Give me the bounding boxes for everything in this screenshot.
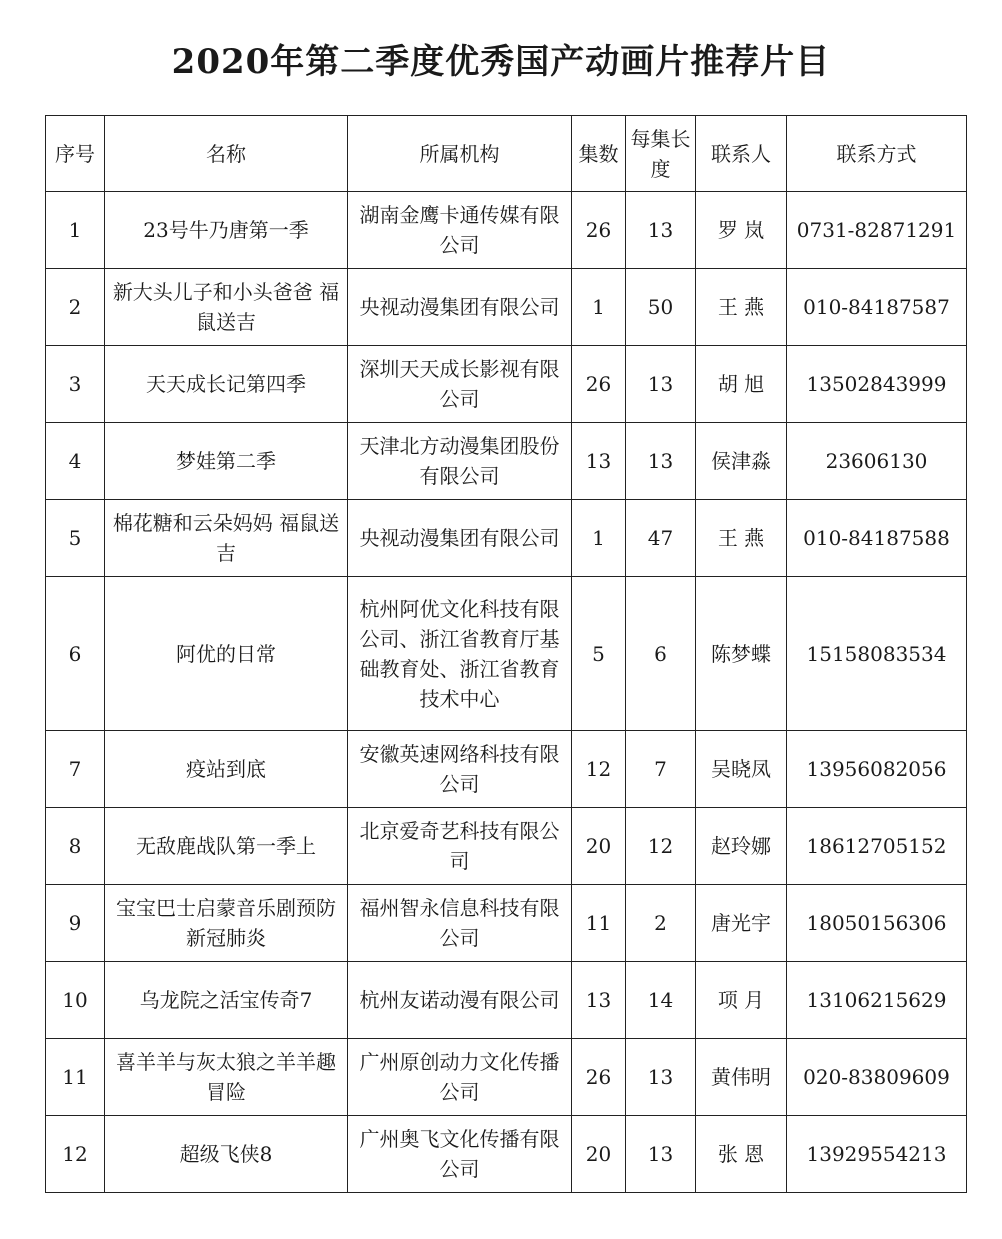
cell-name: 乌龙院之活宝传奇7: [105, 962, 348, 1039]
cell-org: 央视动漫集团有限公司: [348, 500, 572, 577]
table-row: [46, 1116, 967, 1193]
header-contact: 联系人: [696, 116, 787, 192]
header-name: 名称: [105, 116, 348, 192]
cell-name: 梦娃第二季: [105, 423, 348, 500]
cell-index: 10: [46, 962, 105, 1039]
cell-index: 2: [46, 269, 105, 346]
table-row: [46, 885, 967, 962]
cell-episodes: 13: [572, 962, 626, 1039]
header-episodes: 集数: [572, 116, 626, 192]
table-row: [46, 500, 967, 577]
cell-contact: 罗 岚: [696, 192, 787, 269]
cell-org: 杭州阿优文化科技有限公司、浙江省教育厅基础教育处、浙江省教育技术中心: [348, 577, 572, 731]
cell-index: 11: [46, 1039, 105, 1116]
cell-episodes: 11: [572, 885, 626, 962]
cell-name: 喜羊羊与灰太狼之羊羊趣冒险: [105, 1039, 348, 1116]
cell-index: 3: [46, 346, 105, 423]
cell-org: 广州原创动力文化传播公司: [348, 1039, 572, 1116]
cell-org: 湖南金鹰卡通传媒有限公司: [348, 192, 572, 269]
header-phone: 联系方式: [787, 116, 967, 192]
cell-phone: 15158083534: [787, 577, 967, 731]
cell-name: 疫站到底: [105, 731, 348, 808]
cell-name: 无敌鹿战队第一季上: [105, 808, 348, 885]
cell-contact: 黄伟明: [696, 1039, 787, 1116]
cell-episodes: 12: [572, 731, 626, 808]
cell-index: 4: [46, 423, 105, 500]
cell-phone: 010-84187587: [787, 269, 967, 346]
cell-length: 13: [626, 192, 696, 269]
table-row: [46, 269, 967, 346]
table-row: [46, 808, 967, 885]
cell-length: 13: [626, 1116, 696, 1193]
cell-org: 北京爱奇艺科技有限公司: [348, 808, 572, 885]
cell-org: 天津北方动漫集团股份有限公司: [348, 423, 572, 500]
cell-contact: 胡 旭: [696, 346, 787, 423]
cell-episodes: 5: [572, 577, 626, 731]
cell-org: 杭州友诺动漫有限公司: [348, 962, 572, 1039]
cell-org: 福州智永信息科技有限公司: [348, 885, 572, 962]
cell-length: 47: [626, 500, 696, 577]
document-title: 2020年第二季度优秀国产动画片推荐片目: [171, 42, 831, 82]
header-length: 每集长度: [626, 116, 696, 192]
cell-contact: 张 恩: [696, 1116, 787, 1193]
cell-org: 央视动漫集团有限公司: [348, 269, 572, 346]
cell-phone: 13106215629: [787, 962, 967, 1039]
header-org: 所属机构: [348, 116, 572, 192]
cell-episodes: 20: [572, 808, 626, 885]
cell-contact: 王 燕: [696, 500, 787, 577]
table-row: [46, 346, 967, 423]
cell-episodes: 26: [572, 192, 626, 269]
cell-index: 5: [46, 500, 105, 577]
cell-name: 宝宝巴士启蒙音乐剧预防新冠肺炎: [105, 885, 348, 962]
cell-org: 广州奥飞文化传播有限公司: [348, 1116, 572, 1193]
recommendation-table: [45, 115, 967, 1193]
cell-contact: 陈梦蝶: [696, 577, 787, 731]
cell-episodes: 1: [572, 500, 626, 577]
cell-index: 6: [46, 577, 105, 731]
cell-phone: 010-84187588: [787, 500, 967, 577]
table-row: [46, 731, 967, 808]
cell-name: 天天成长记第四季: [105, 346, 348, 423]
cell-name: 新大头儿子和小头爸爸 福鼠送吉: [105, 269, 348, 346]
cell-contact: 唐光宇: [696, 885, 787, 962]
cell-org: 安徽英速网络科技有限公司: [348, 731, 572, 808]
cell-phone: 13502843999: [787, 346, 967, 423]
cell-name: 23号牛乃唐第一季: [105, 192, 348, 269]
cell-episodes: 13: [572, 423, 626, 500]
table-header: [46, 116, 967, 192]
table-body: [46, 192, 967, 1193]
cell-contact: 项 月: [696, 962, 787, 1039]
cell-phone: 0731-82871291: [787, 192, 967, 269]
cell-name: 超级飞侠8: [105, 1116, 348, 1193]
cell-index: 9: [46, 885, 105, 962]
cell-phone: 18612705152: [787, 808, 967, 885]
cell-contact: 王 燕: [696, 269, 787, 346]
cell-name: 阿优的日常: [105, 577, 348, 731]
cell-index: 1: [46, 192, 105, 269]
cell-contact: 赵玲娜: [696, 808, 787, 885]
cell-length: 50: [626, 269, 696, 346]
table-row: [46, 577, 967, 731]
table-row: [46, 962, 967, 1039]
cell-length: 2: [626, 885, 696, 962]
cell-contact: 吴晓凤: [696, 731, 787, 808]
cell-contact: 侯津淼: [696, 423, 787, 500]
cell-length: 12: [626, 808, 696, 885]
cell-index: 8: [46, 808, 105, 885]
cell-episodes: 26: [572, 346, 626, 423]
cell-phone: 13929554213: [787, 1116, 967, 1193]
cell-phone: 18050156306: [787, 885, 967, 962]
cell-phone: 020-83809609: [787, 1039, 967, 1116]
table-row: [46, 1039, 967, 1116]
cell-episodes: 20: [572, 1116, 626, 1193]
cell-org: 深圳天天成长影视有限公司: [348, 346, 572, 423]
header-row: [46, 116, 967, 192]
cell-episodes: 26: [572, 1039, 626, 1116]
cell-length: 13: [626, 423, 696, 500]
cell-index: 7: [46, 731, 105, 808]
cell-episodes: 1: [572, 269, 626, 346]
cell-length: 7: [626, 731, 696, 808]
cell-length: 14: [626, 962, 696, 1039]
cell-phone: 13956082056: [787, 731, 967, 808]
cell-name: 棉花糖和云朵妈妈 福鼠送吉: [105, 500, 348, 577]
table-row: [46, 423, 967, 500]
cell-length: 6: [626, 577, 696, 731]
table-row: [46, 192, 967, 269]
cell-length: 13: [626, 1039, 696, 1116]
cell-index: 12: [46, 1116, 105, 1193]
header-index: 序号: [46, 116, 105, 192]
cell-length: 13: [626, 346, 696, 423]
cell-phone: 23606130: [787, 423, 967, 500]
